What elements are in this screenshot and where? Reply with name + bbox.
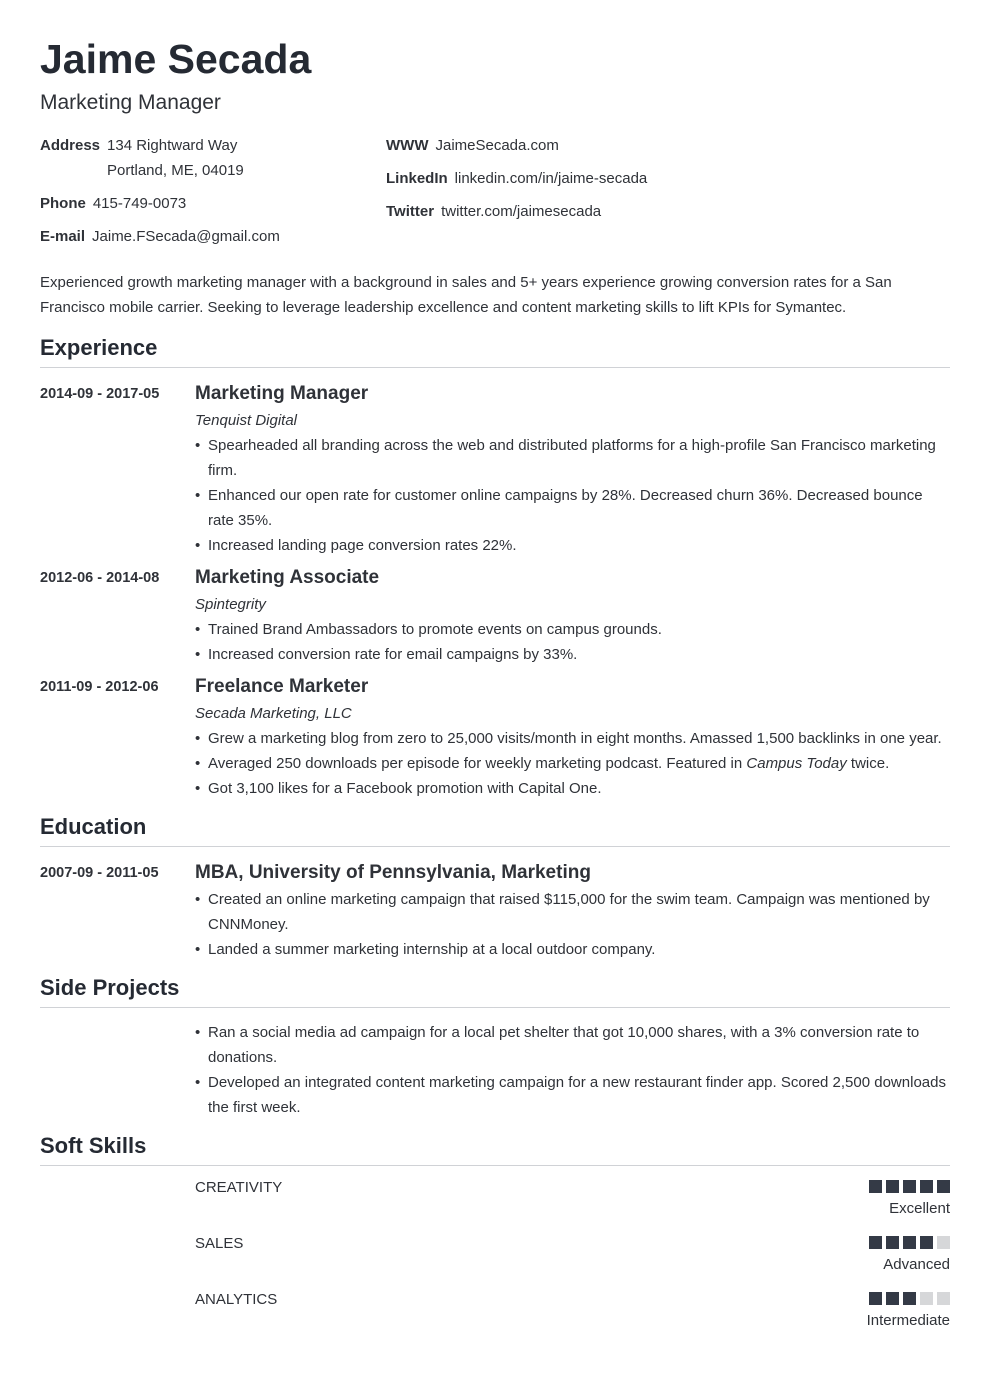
skill-row (195, 1178, 950, 1234)
skill-rating (867, 1290, 950, 1346)
rating-dots (869, 1236, 950, 1249)
address-label: Address (40, 137, 101, 154)
skill-level: Excellent (889, 1200, 950, 1217)
rating-dot-filled (903, 1292, 916, 1305)
www-value: JaimeSecada.com (435, 137, 559, 154)
email-value: Jaime.FSecada@gmail.com (92, 228, 280, 245)
experience-entry (40, 564, 950, 667)
rating-dot-filled (886, 1292, 899, 1305)
bullet-list (195, 1020, 950, 1120)
rating-dot-empty (920, 1292, 933, 1305)
entry-title: MBA, University of Pennsylvania, Marketing (195, 862, 591, 883)
resume-sections (40, 334, 950, 1358)
twitter-label: Twitter (386, 203, 435, 220)
bullet-text: Grew a marketing blog from zero to 25,000 visits/month in eight months. Amassed 1,500 backlinks in one year. (208, 730, 942, 747)
entry-title: Marketing Associate (195, 567, 380, 588)
bullet-text: Spearheaded all branding across the web and distributed platforms for a high-profile San Francisco marketing firm. (208, 437, 936, 479)
rating-dot-filled (903, 1180, 916, 1193)
skill-name: CREATIVITY (195, 1179, 283, 1196)
rating-dot-filled (869, 1292, 882, 1305)
rating-dot-empty (937, 1292, 950, 1305)
rating-dot-filled (869, 1236, 882, 1249)
education-section (40, 813, 950, 962)
entry-title: Marketing Manager (195, 383, 369, 404)
bullet-item (195, 751, 950, 776)
skill-row (195, 1290, 950, 1346)
bullet-item (195, 617, 950, 642)
entry-body (195, 1020, 950, 1120)
rating-dots (869, 1180, 950, 1193)
experience-section (40, 334, 950, 801)
date-spacer (40, 1020, 195, 1120)
bullet-item (195, 1070, 950, 1120)
bullet-item (195, 1020, 950, 1070)
rating-dot-filled (886, 1180, 899, 1193)
bullet-text: Ran a social media ad campaign for a local pet shelter that got 10,000 shares, with a 3% conversion rate to donations. (208, 1024, 920, 1066)
side-projects-section (40, 974, 950, 1120)
bullet-item (195, 642, 950, 667)
bullet-list (195, 617, 950, 667)
entry-body (195, 673, 950, 801)
linkedin (386, 169, 647, 189)
linkedin-value: linkedin.com/in/jaime-secada (454, 170, 648, 187)
company-name: Secada Marketing, LLC (195, 705, 352, 722)
experience-entry (40, 673, 950, 801)
bullet-item (195, 433, 950, 483)
skill-row (195, 1234, 950, 1290)
twitter (386, 202, 601, 222)
bullet-item (195, 937, 950, 962)
rating-dot-filled (920, 1180, 933, 1193)
bullet-item (195, 887, 950, 937)
bullet-item (195, 726, 950, 751)
skill-name: SALES (195, 1235, 244, 1252)
bullet-text: Enhanced our open rate for customer online campaigns by 28%. Decreased churn 36%. Decreased bounce rate 35%. (208, 487, 923, 529)
experience-heading: Experience (40, 334, 950, 368)
rating-dot-filled (937, 1180, 950, 1193)
bullet-item (195, 776, 950, 801)
rating-dot-filled (920, 1236, 933, 1249)
skill-level: Advanced (883, 1256, 950, 1273)
date-range: 2007-09 - 2011-05 (40, 865, 159, 881)
entry-title: Freelance Marketer (195, 676, 369, 697)
skill-rating (869, 1234, 950, 1290)
education-entry (40, 859, 950, 962)
skill-name: ANALYTICS (195, 1291, 278, 1308)
side-projects-entry (40, 1020, 950, 1120)
bullet-emphasis: Campus Today (746, 755, 847, 772)
bullet-text: Increased conversion rate for email campaigns by 33%. (208, 646, 578, 663)
date-range: 2014-09 - 2017-05 (40, 386, 160, 402)
job-title: Marketing Manager (40, 91, 221, 114)
entry-body (195, 859, 950, 962)
education-heading: Education (40, 813, 950, 847)
bullet-text: Created an online marketing campaign that raised $115,000 for the swim team. Campaign was mentioned by CNNMoney. (208, 891, 930, 933)
twitter-value: twitter.com/jaimesecada (441, 203, 602, 220)
summary: Experienced growth marketing manager with a background in sales and 5+ years experience growing conversion rates for a San Francisco mobile carrier. Seeking to leverage leadership excellence and content marketing skills to lift KPIs for Symantec. (40, 274, 892, 316)
date-range: 2011-09 - 2012-06 (40, 679, 159, 695)
bullet-item (195, 533, 950, 558)
bullet-item (195, 483, 950, 533)
bullet-text: Landed a summer marketing internship at a local outdoor company. (208, 941, 656, 958)
bullet-text: Trained Brand Ambassadors to promote events on campus grounds. (208, 621, 662, 638)
address-line1: 134 Rightward Way (107, 137, 238, 154)
bullet-list (195, 726, 950, 801)
phone-value: 415-749-0073 (92, 195, 187, 212)
www-label: WWW (386, 137, 429, 154)
soft-skills-heading: Soft Skills (40, 1132, 950, 1166)
bullet-list (195, 433, 950, 558)
address-line2: Portland, ME, 04019 (107, 162, 244, 179)
entry-body (195, 564, 950, 667)
bullet-text: Got 3,100 likes for a Facebook promotion with Capital One. (208, 780, 602, 797)
website (386, 136, 559, 156)
phone-label: Phone (40, 195, 86, 212)
skill-rating (869, 1178, 950, 1234)
experience-entry (40, 380, 950, 558)
entry-body (195, 380, 950, 558)
bullet-text: Increased landing page conversion rates 22%. (208, 537, 517, 554)
email (40, 227, 280, 247)
address (40, 136, 237, 156)
phone (40, 194, 186, 214)
company-name: Tenquist Digital (195, 412, 298, 429)
email-label: E-mail (40, 228, 86, 245)
skill-level: Intermediate (866, 1312, 950, 1329)
bullet-list (195, 887, 950, 962)
date-range: 2012-06 - 2014-08 (40, 570, 160, 586)
side-projects-heading: Side Projects (40, 974, 950, 1008)
bullet-text-end: twice. (846, 755, 890, 772)
candidate-name: Jaime Secada (40, 36, 312, 82)
bullet-text: Developed an integrated content marketing campaign for a new restaurant finder app. Scored 2,500 downloads the first week. (208, 1074, 946, 1116)
rating-dot-filled (886, 1236, 899, 1249)
rating-dot-empty (937, 1236, 950, 1249)
rating-dot-filled (903, 1236, 916, 1249)
rating-dot-filled (869, 1180, 882, 1193)
bullet-text: Averaged 250 downloads per episode for weekly marketing podcast. Featured in (208, 755, 747, 772)
company-name: Spintegrity (195, 596, 266, 613)
linkedin-label: LinkedIn (386, 170, 448, 187)
rating-dots (867, 1292, 950, 1305)
soft-skills-section (40, 1132, 950, 1346)
